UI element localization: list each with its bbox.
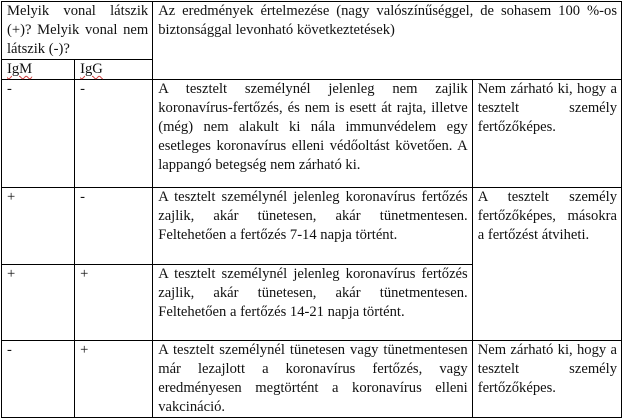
header-interpretation-cell [153, 2, 622, 80]
igg-value: + [75, 265, 153, 341]
igm-value: - [2, 341, 75, 418]
header-igm-cell [2, 60, 75, 80]
header-igm: IgM [7, 61, 33, 77]
note-text: Nem zárható ki, hogy a tesztelt személy fertőzőképes. [472, 341, 621, 418]
igg-value: - [75, 188, 153, 265]
header-question: Melyik vonal látszik (+)? Melyik vonal nem látszik (-)? [7, 3, 149, 57]
header-question-cell [2, 2, 153, 60]
result-text: A tesztelt személynél tünetesen vagy tünetmentesen már lezajlott a koronavírus fertőzés, vagy eredményesen megtörtént a koronavírus elleni vakcináció. [153, 341, 473, 418]
header-igg-cell [75, 60, 153, 80]
table-row [2, 341, 622, 418]
igm-value: - [2, 80, 75, 188]
header-igg: IgG [80, 61, 103, 77]
igg-value: + [75, 341, 153, 418]
result-text: A tesztelt személynél jelenleg nem zajlik koronavírus-fertőzés, és nem is esett át rajta, illetve (még) nem alakult ki nála immunvédelem egy esetleges koronavírus elleni védőoltást követően. A lappangó betegség nem zárható ki. [153, 80, 473, 188]
igm-value: + [2, 265, 75, 341]
result-text: A tesztelt személynél jelenleg koronavírus fertőzés zajlik, akár tünetesen, akár tünetmentesen. Feltehetően a fertőzés 14-21 napja történt. [153, 265, 473, 341]
note-text: A tesztelt személy fertőzőképes, másokra a fertőzést átviheti. [472, 188, 621, 341]
igm-value: + [2, 188, 75, 265]
note-text: Nem zárható ki, hogy a tesztelt személy fertőzőképes. [472, 80, 621, 188]
table-row [2, 80, 622, 188]
antibody-test-interpretation-table [1, 1, 622, 418]
header-interpretation: Az eredmények értelmezése (nagy valószínűséggel, de sohasem 100 %-os biztonsággal levonható következtetések) [158, 3, 617, 38]
table-row [2, 188, 622, 265]
igg-value: - [75, 80, 153, 188]
result-text: A tesztelt személynél jelenleg koronavírus fertőzés zajlik, akár tünetesen, akár tünetmentesen. Feltehetően a fertőzés 7-14 napja történt. [153, 188, 473, 265]
header-row [2, 2, 622, 60]
